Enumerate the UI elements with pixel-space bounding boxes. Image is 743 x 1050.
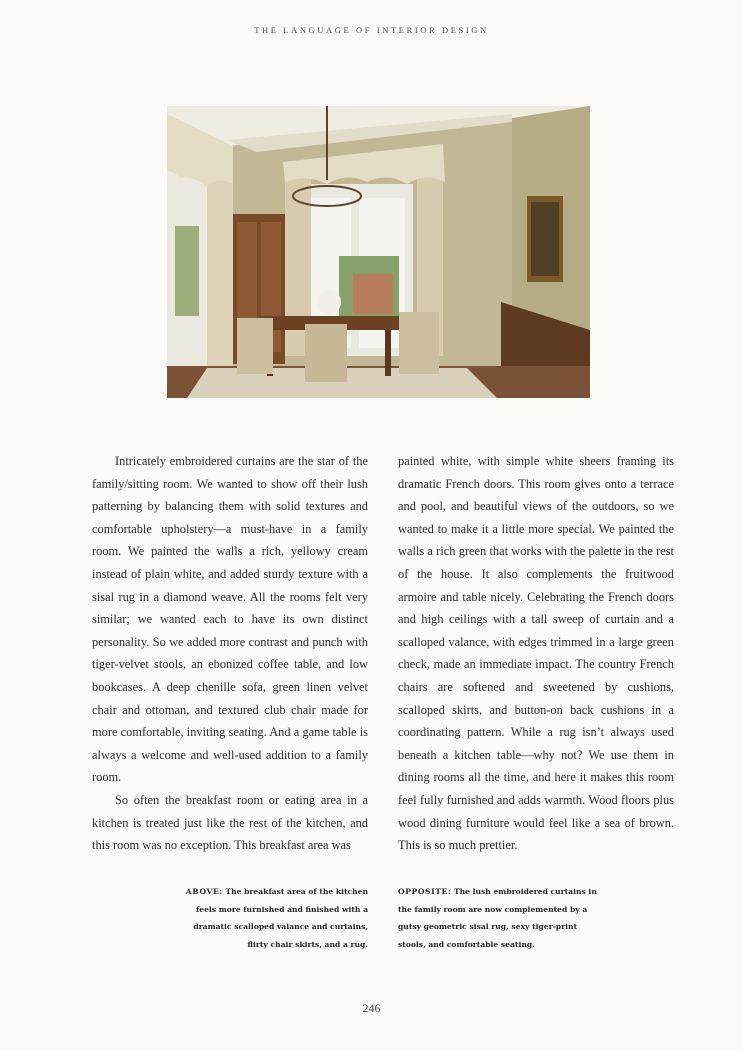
- breakfast-room-photo: [167, 106, 590, 398]
- running-head: THE LANGUAGE OF INTERIOR DESIGN: [254, 25, 489, 35]
- page-number: 246: [362, 1001, 381, 1015]
- body-column-left: [92, 450, 368, 857]
- caption-text: The lush embroidered curtains in the family room are now complemented by a gutsy geometric sisal rug, sexy tiger-print stools, and comfortable seating.: [398, 887, 597, 949]
- body-paragraph: Intricately embroidered curtains are the star of the family/sitting room. We wanted to show off their lush patterning by balancing them with solid textures and comfortable upholstery—a must-have in a family room. We painted the walls a rich, yellowy cream instead of plain white, and added sturdy texture with a sisal rug in a diamond weave. All the rooms felt very similar; we wanted each to have its own distinct personality. So we added more contrast and punch with tiger-velvet stools, an ebonized coffee table, and low bookcases. A deep chenille sofa, green linen velvet chair and ottoman, and textured club chair made for more comfortable, inviting seating. And a game table is always a welcome and well-used addition to a family room.: [92, 454, 368, 785]
- caption-label: OPPOSITE:: [398, 887, 452, 896]
- body-paragraph: So often the breakfast room or eating area in a kitchen is treated just like the rest of the kitchen, and this room was no exception. This breakfast area was: [92, 792, 368, 853]
- caption-label: ABOVE:: [185, 887, 223, 896]
- caption-above: [178, 883, 368, 953]
- caption-text: The breakfast area of the kitchen feels more furnished and finished with a dramatic scalloped valance and curtains, flirty chair skirts, and a rug.: [193, 887, 368, 949]
- caption-opposite: [398, 883, 598, 953]
- body-paragraph: painted white, with simple white sheers framing its dramatic French doors. This room gives onto a terrace and pool, and beautiful views of the outdoors, so we wanted to make it a little more special. We painted the walls a rich green that works with the palette in the rest of the house. It also complements the fruitwood armoire and table nicely. Celebrating the French doors and high ceilings with a tall sweep of curtain and a scalloped valance, with edges trimmed in a large green check, made an immediate impact. The country French chairs are softened and sweetened by cushions, scalloped skirts, and button-on back cushions in a coordinating pattern. While a rug isn’t always used beneath a kitchen table—why not? We use them in dining rooms all the time, and here it makes this room feel fully furnished and adds warmth. Wood floors plus wood dining furniture would feel like a sea of brown. This is so much prettier.: [398, 454, 674, 853]
- body-column-right: [398, 450, 674, 857]
